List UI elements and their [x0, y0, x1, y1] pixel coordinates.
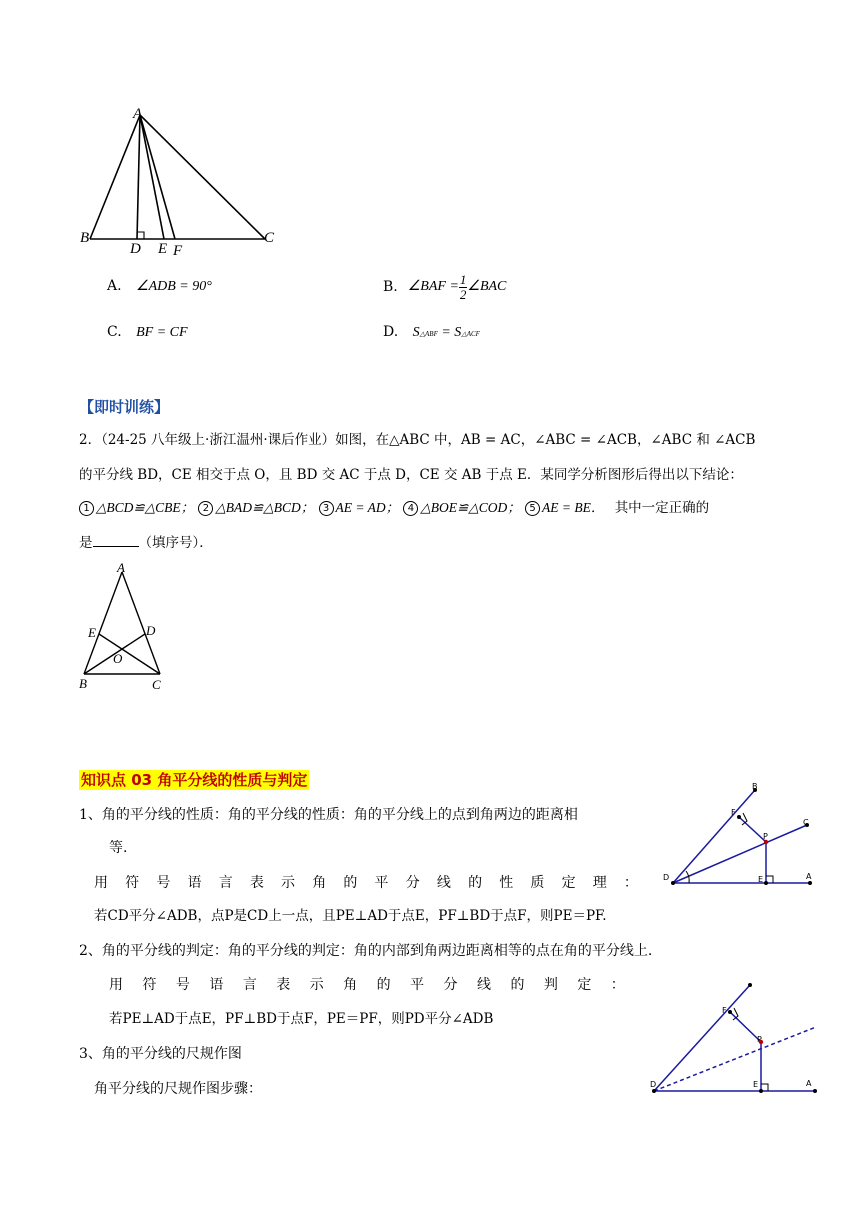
property-statement: 若CD平分∠ADB，点P是CD上一点，且PE⊥AD于点E，PF⊥BD于点F，则PE＝PF.: [94, 908, 607, 924]
conclusion-2: △BAD≌△BCD；: [215, 500, 315, 515]
option-d-eq: = S: [437, 325, 462, 340]
symbolic-char: 言: [242, 977, 257, 993]
symbolic-char: 号: [175, 977, 190, 993]
determination-symbolic-line: [109, 976, 625, 994]
fig1-label-f: F: [173, 243, 183, 259]
fig3-label-b: B: [752, 782, 758, 791]
fig1-label-a: A: [133, 106, 143, 122]
conclusion-tail: 其中一定正确的: [614, 500, 710, 516]
symbolic-char: 符: [125, 875, 140, 891]
circled-number-1: 1: [79, 501, 94, 516]
fig2-label-b: B: [79, 676, 87, 691]
symbolic-char: 的: [343, 875, 358, 891]
symbolic-char: 平: [374, 875, 389, 891]
symbolic-char: 的: [376, 977, 391, 993]
symbolic-char: 定: [577, 977, 592, 993]
symbolic-char: 表: [249, 875, 264, 891]
option-c-letter: C.: [107, 324, 122, 340]
symbolic-char: 示: [281, 875, 296, 891]
symbolic-char: 质: [530, 875, 545, 891]
circled-number-2: 2: [198, 501, 213, 516]
fig1-label-b: B: [80, 230, 90, 246]
line4-prefix: 是: [79, 535, 93, 551]
fig2-label-e: E: [88, 625, 96, 640]
circled-number-3: 3: [319, 501, 334, 516]
symbolic-char: 线: [436, 875, 451, 891]
fraction-numerator: 1: [459, 271, 467, 287]
fraction-denominator: 2: [459, 286, 467, 302]
circled-number-4: 4: [403, 501, 418, 516]
fig4-label-f: F: [722, 1006, 727, 1015]
option-b-letter: B.: [383, 279, 398, 295]
fig2-label-c: C: [152, 677, 161, 692]
construction-steps: 角平分线的尺规作图步骤：: [94, 1081, 262, 1097]
fig2-label-d: D: [146, 623, 156, 638]
option-b-right: ∠BAC: [467, 279, 507, 294]
option-b-fraction: [459, 273, 468, 302]
property-line-2: 等.: [109, 840, 128, 856]
fig4-label-a: A: [806, 1079, 812, 1088]
property-line-1: 1、角的平分线的性质：角的平分线的性质：角的平分线上的点到角两边的距离相: [79, 807, 578, 823]
option-d-letter: D.: [383, 324, 399, 340]
fig3-label-c: C: [803, 818, 809, 827]
symbolic-char: 的: [468, 875, 483, 891]
angle-bisector-figure-property: [655, 780, 825, 895]
symbolic-char: 示: [309, 977, 324, 993]
option-b: [383, 270, 506, 304]
fig1-label-d: D: [130, 241, 141, 257]
line4-suffix: （填序号）．: [138, 535, 213, 551]
symbolic-char: 角: [343, 977, 358, 993]
symbolic-char: 线: [476, 977, 491, 993]
training-conclusions: [79, 499, 709, 517]
section-title-text: 知识点 03 角平分线的性质与判定: [81, 771, 308, 789]
property-symbolic-line: [94, 874, 638, 892]
training-line-1: 2．（24-25 八年级上·浙江温州·课后作业）如图，在△ABC 中，AB = AC，∠ABC = ∠ACB，∠ABC 和 ∠ACB: [79, 432, 756, 448]
determination-statement: 若PE⊥AD于点E，PF⊥BD于点F，PE＝PF，则PD平分∠ADB: [109, 1011, 494, 1027]
symbolic-char: 判: [543, 977, 558, 993]
training-line-4: [79, 534, 213, 552]
symbolic-char: 用: [94, 875, 108, 891]
option-a-text: ∠ADB = 90°: [136, 279, 212, 294]
option-a: [107, 277, 212, 296]
option-c-text: BF = CF: [136, 325, 188, 340]
construction-heading: 3、角的平分线的尺规作图: [79, 1046, 242, 1062]
option-b-left: ∠BAF =: [407, 279, 459, 294]
symbolic-char: ：: [610, 977, 625, 993]
symbolic-char: 表: [276, 977, 291, 993]
training-heading: 【即时训练】: [79, 398, 170, 416]
option-d-sub2: △ACF: [461, 330, 480, 338]
symbolic-char: 语: [209, 977, 224, 993]
fig3-label-a: A: [806, 872, 812, 881]
symbolic-char: 语: [187, 875, 202, 891]
fig4-label-p: P: [757, 1035, 762, 1044]
symbolic-char: 用: [109, 977, 123, 993]
symbolic-char: 性: [499, 875, 514, 891]
option-d-sub1: △ABF: [419, 330, 438, 338]
symbolic-char: 理: [592, 875, 607, 891]
fig4-label-d: D: [650, 1080, 657, 1089]
fig3-label-e: E: [758, 875, 764, 884]
symbolic-char: 符: [142, 977, 157, 993]
option-a-letter: A.: [107, 278, 122, 294]
symbolic-char: 分: [405, 875, 420, 891]
fig3-label-f: F: [731, 808, 736, 817]
determination-line-1: 2、角的平分线的判定：角的平分线的判定：角的内部到角两边距离相等的点在角的平分线上.: [79, 943, 653, 959]
fig4-label-e: E: [753, 1080, 759, 1089]
answer-blank[interactable]: [93, 546, 139, 547]
fig3-label-p: P: [763, 832, 768, 841]
triangle-figure-1: [75, 105, 295, 260]
symbolic-char: 号: [156, 875, 171, 891]
symbolic-char: 定: [561, 875, 576, 891]
angle-bisector-figure-determination: [640, 975, 830, 1100]
symbolic-char: ：: [623, 875, 638, 891]
symbolic-char: 的: [510, 977, 525, 993]
fig1-label-e: E: [158, 241, 168, 257]
conclusion-3: AE = AD；: [335, 500, 400, 515]
symbolic-char: 言: [218, 875, 233, 891]
option-d: [383, 323, 480, 343]
option-c: [107, 323, 188, 342]
conclusion-5: AE = BE．: [542, 500, 605, 515]
fig3-label-d: D: [663, 873, 670, 882]
conclusion-4: △BOE≌△COD；: [420, 500, 521, 515]
fig1-label-c: C: [264, 230, 275, 246]
section-title: [79, 769, 309, 790]
conclusion-1: △BCD≌△CBE；: [96, 500, 195, 515]
fig2-label-o: O: [113, 651, 123, 666]
symbolic-char: 平: [410, 977, 425, 993]
symbolic-char: 角: [312, 875, 327, 891]
training-line-2: 的平分线 BD，CE 相交于点 O，且 BD 交 AC 于点 D，CE 交 AB 于点 E．某同学分析图形后得出以下结论：: [79, 467, 743, 483]
symbolic-char: 分: [443, 977, 458, 993]
circled-number-5: 5: [525, 501, 540, 516]
option-d-s1: S: [412, 325, 420, 340]
fig2-label-a: A: [117, 560, 125, 575]
